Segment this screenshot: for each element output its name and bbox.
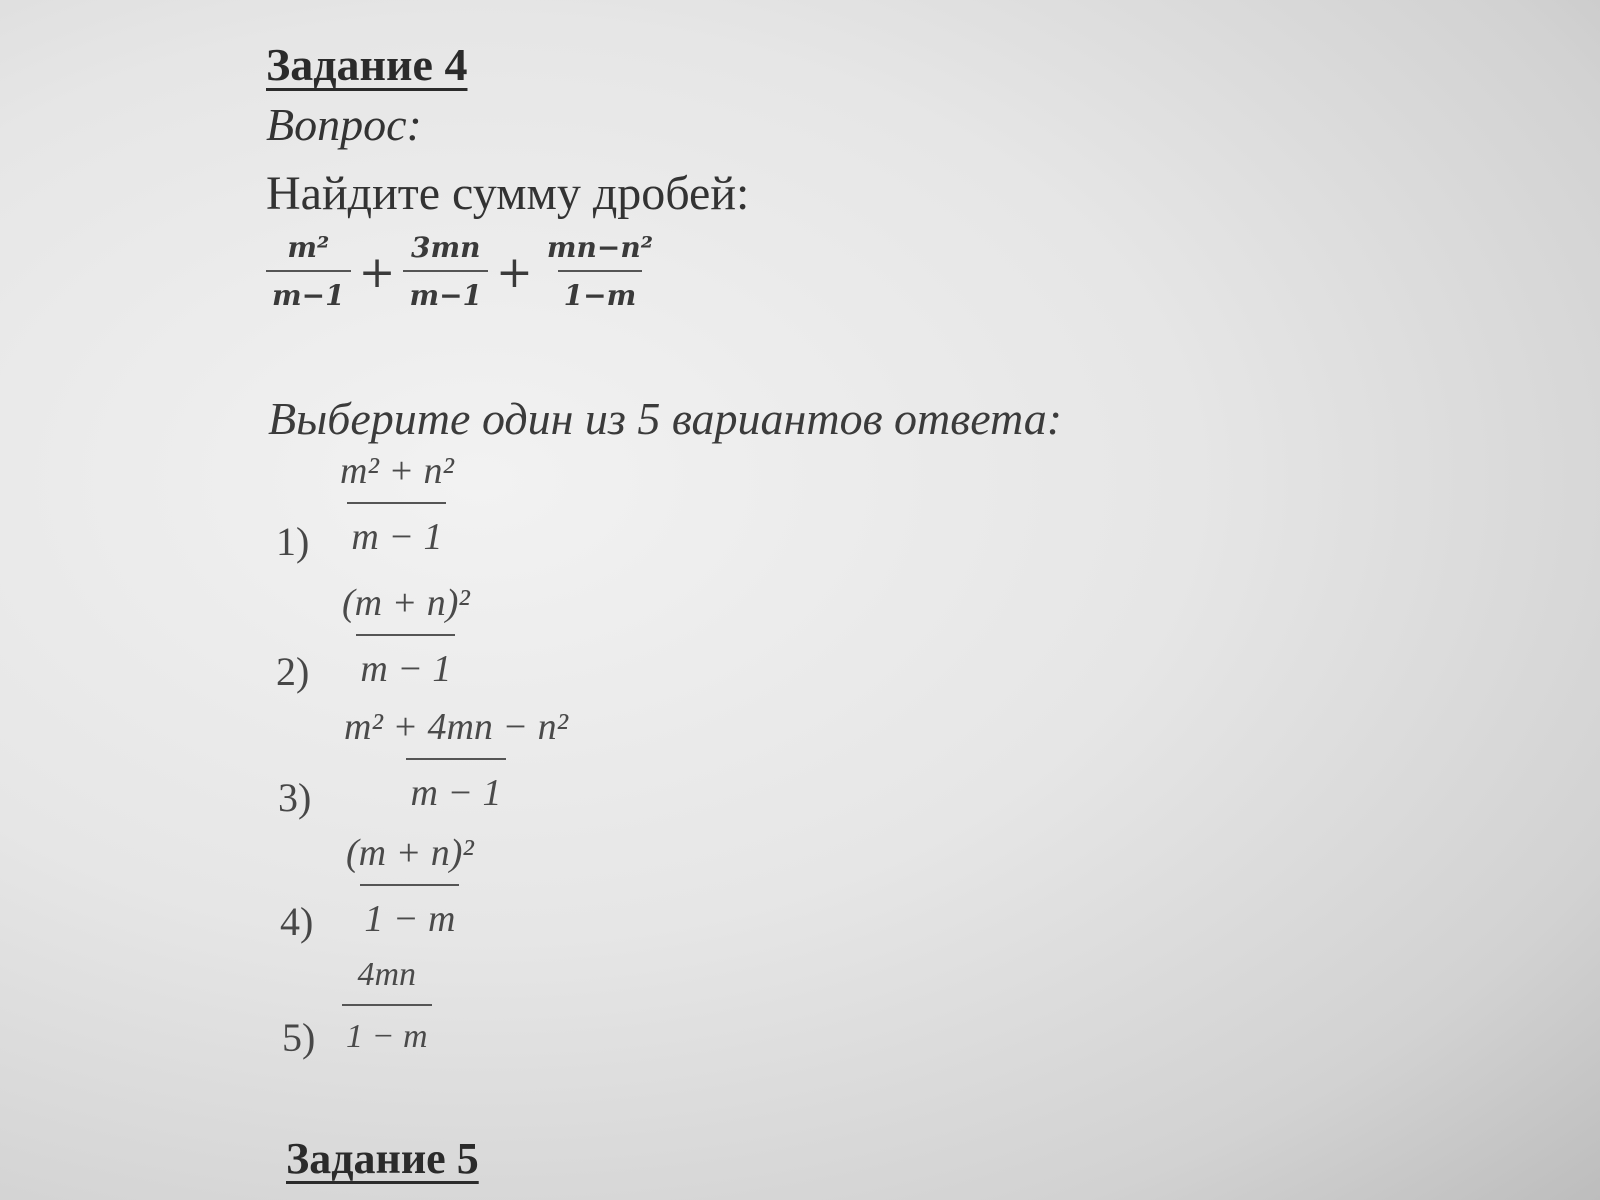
fraction-sum-expression xyxy=(266,222,659,322)
task-5-heading: Задание 5 xyxy=(286,1134,479,1183)
option-fraction xyxy=(342,958,432,1054)
option-fraction xyxy=(338,584,474,688)
option-fraction xyxy=(340,708,572,812)
option-denominator: m − 1 xyxy=(347,502,446,556)
option-numerator: 4mn xyxy=(357,956,417,993)
option-number: 2) xyxy=(276,649,310,694)
option-denominator: m − 1 xyxy=(356,634,455,688)
option-denominator: m − 1 xyxy=(406,758,505,812)
option-numerator: (m + n)² xyxy=(346,832,474,874)
option-number: 1) xyxy=(276,519,310,564)
plus-operator: + xyxy=(496,246,533,298)
question-label: Вопрос: xyxy=(266,99,422,150)
instruction-text: Найдите сумму дробей: xyxy=(266,167,750,220)
expression-fraction-1 xyxy=(266,231,351,312)
option-fraction xyxy=(342,834,478,938)
task-4-heading: Задание 4 xyxy=(266,39,468,90)
option-numerator: m² + 4mn − n² xyxy=(344,706,568,748)
option-number: 3) xyxy=(278,775,312,820)
fraction-numerator: mn−n² xyxy=(546,231,653,264)
fraction-denominator: 1−m xyxy=(558,270,643,310)
fraction-numerator: 3mn xyxy=(411,231,481,264)
plus-operator: + xyxy=(358,246,396,298)
option-fraction xyxy=(336,452,458,556)
option-numerator: m² + n² xyxy=(340,450,454,492)
option-denominator: 1 − m xyxy=(342,1004,432,1054)
fraction-denominator: m−1 xyxy=(266,270,351,310)
option-number: 5) xyxy=(282,1015,316,1060)
option-number: 4) xyxy=(280,899,314,944)
option-numerator: (m + n)² xyxy=(342,582,470,624)
choose-answer-prompt: Выберите один из 5 вариантов ответа: xyxy=(268,393,1063,444)
expression-fraction-2 xyxy=(403,231,488,312)
fraction-numerator: m² xyxy=(287,231,330,264)
fraction-denominator: m−1 xyxy=(403,270,488,310)
expression-fraction-3 xyxy=(541,231,659,312)
option-denominator: 1 − m xyxy=(360,884,459,938)
